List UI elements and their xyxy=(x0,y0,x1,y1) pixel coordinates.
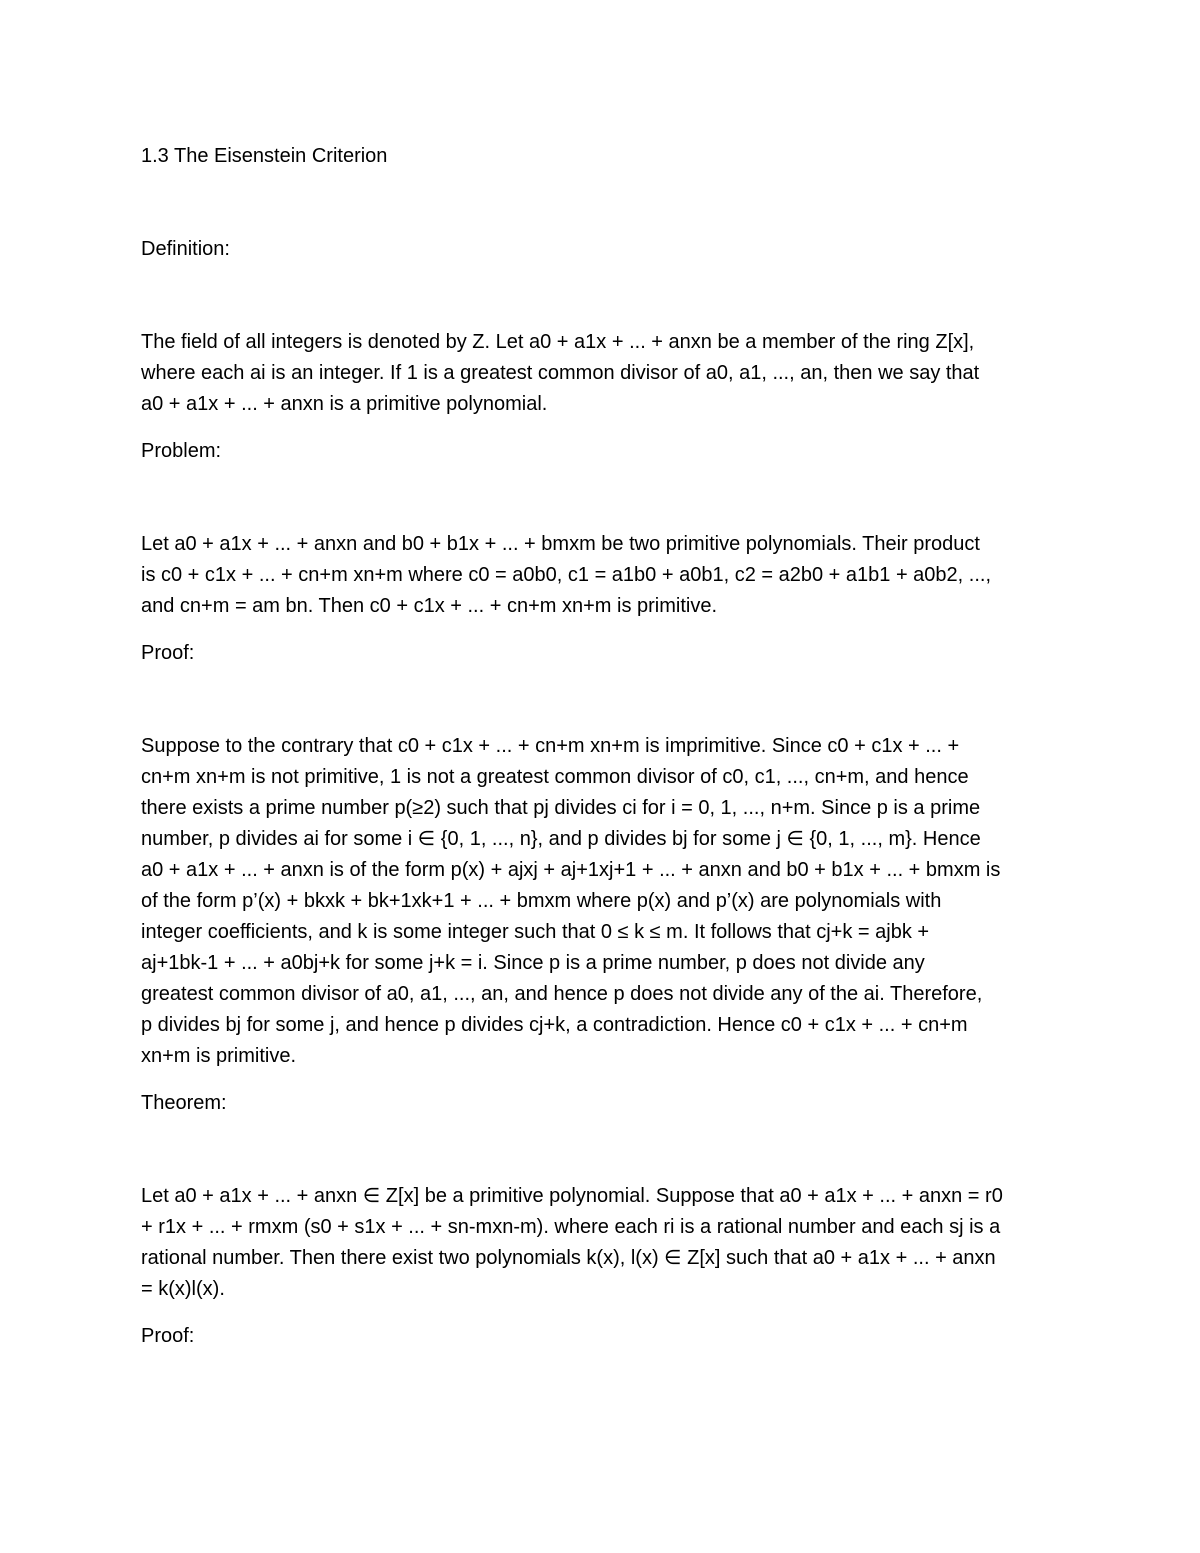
paragraph-line: rational number. Then there exist two polynomials k(x), l(x) ∈ Z[x] such that a0 + a1x + ... + anxn xyxy=(141,1247,996,1269)
paragraph-line: there exists a prime number p(≥2) such that pj divides ci for i = 0, 1, ..., n+m. Since p is a prime xyxy=(141,797,981,819)
paragraph-line: number, p divides ai for some i ∈ {0, 1, ..., n}, and p divides bj for some j ∈ {0, 1, ..., m}. Hence xyxy=(141,828,981,850)
paragraph-line: Let a0 + a1x + ... + anxn and b0 + b1x + ... + bmxm be two primitive polynomials. Their product xyxy=(141,533,980,555)
definition-label: Definition: xyxy=(141,238,230,260)
proof-label: Proof: xyxy=(141,642,195,664)
paragraph-line: + r1x + ... + rmxm (s0 + s1x + ... + sn-mxn-m). where each ri is a rational number and each sj is a xyxy=(141,1216,1001,1238)
paragraph-line: Suppose to the contrary that c0 + c1x + ... + cn+m xn+m is imprimitive. Since c0 + c1x + ... + xyxy=(141,735,960,757)
proof-paragraph xyxy=(141,731,1061,1072)
document-title: 1.3 The Eisenstein Criterion xyxy=(141,145,388,167)
paragraph-line: Let a0 + a1x + ... + anxn ∈ Z[x] be a primitive polynomial. Suppose that a0 + a1x + ... + anxn = r0 xyxy=(141,1185,1003,1207)
definition-paragraph xyxy=(141,327,1061,420)
paragraph-line: a0 + a1x + ... + anxn is a primitive polynomial. xyxy=(141,393,548,415)
paragraph-line: integer coefficients, and k is some integer such that 0 ≤ k ≤ m. It follows that cj+k = ajbk + xyxy=(141,921,930,943)
paragraph-line: p divides bj for some j, and hence p divides cj+k, a contradiction. Hence c0 + c1x + ... + cn+m xyxy=(141,1014,968,1036)
paragraph-line: cn+m xn+m is not primitive, 1 is not a greatest common divisor of c0, c1, ..., cn+m, and hence xyxy=(141,766,969,788)
problem-label: Problem: xyxy=(141,440,222,462)
theorem-paragraph xyxy=(141,1181,1061,1305)
paragraph-line: and cn+m = am bn. Then c0 + c1x + ... + cn+m xn+m is primitive. xyxy=(141,595,718,617)
theorem-label: Theorem: xyxy=(141,1092,227,1114)
paragraph-line: of the form p’(x) + bkxk + bk+1xk+1 + ... + bmxm where p(x) and p’(x) are polynomials with xyxy=(141,890,942,912)
problem-paragraph xyxy=(141,529,1061,622)
paragraph-line: aj+1bk-1 + ... + a0bj+k for some j+k = i. Since p is a prime number, p does not divide any xyxy=(141,952,925,974)
final-proof-label: Proof: xyxy=(141,1325,195,1347)
paragraph-line: greatest common divisor of a0, a1, ..., an, and hence p does not divide any of the ai. Therefore, xyxy=(141,983,983,1005)
paragraph-line: = k(x)l(x). xyxy=(141,1278,225,1300)
paragraph-line: The field of all integers is denoted by Z. Let a0 + a1x + ... + anxn be a member of the ring Z[x], xyxy=(141,331,975,353)
paragraph-line: a0 + a1x + ... + anxn is of the form p(x) + ajxj + aj+1xj+1 + ... + anxn and b0 + b1x + ... + bmxm is xyxy=(141,859,1001,881)
document-content xyxy=(141,141,1061,1352)
paragraph-line: xn+m is primitive. xyxy=(141,1045,297,1067)
paragraph-line: where each ai is an integer. If 1 is a greatest common divisor of a0, a1, ..., an, then we say that xyxy=(141,362,980,384)
paragraph-line: is c0 + c1x + ... + cn+m xn+m where c0 = a0b0, c1 = a1b0 + a0b1, c2 = a2b0 + a1b1 + a0b2, ..., xyxy=(141,564,992,586)
